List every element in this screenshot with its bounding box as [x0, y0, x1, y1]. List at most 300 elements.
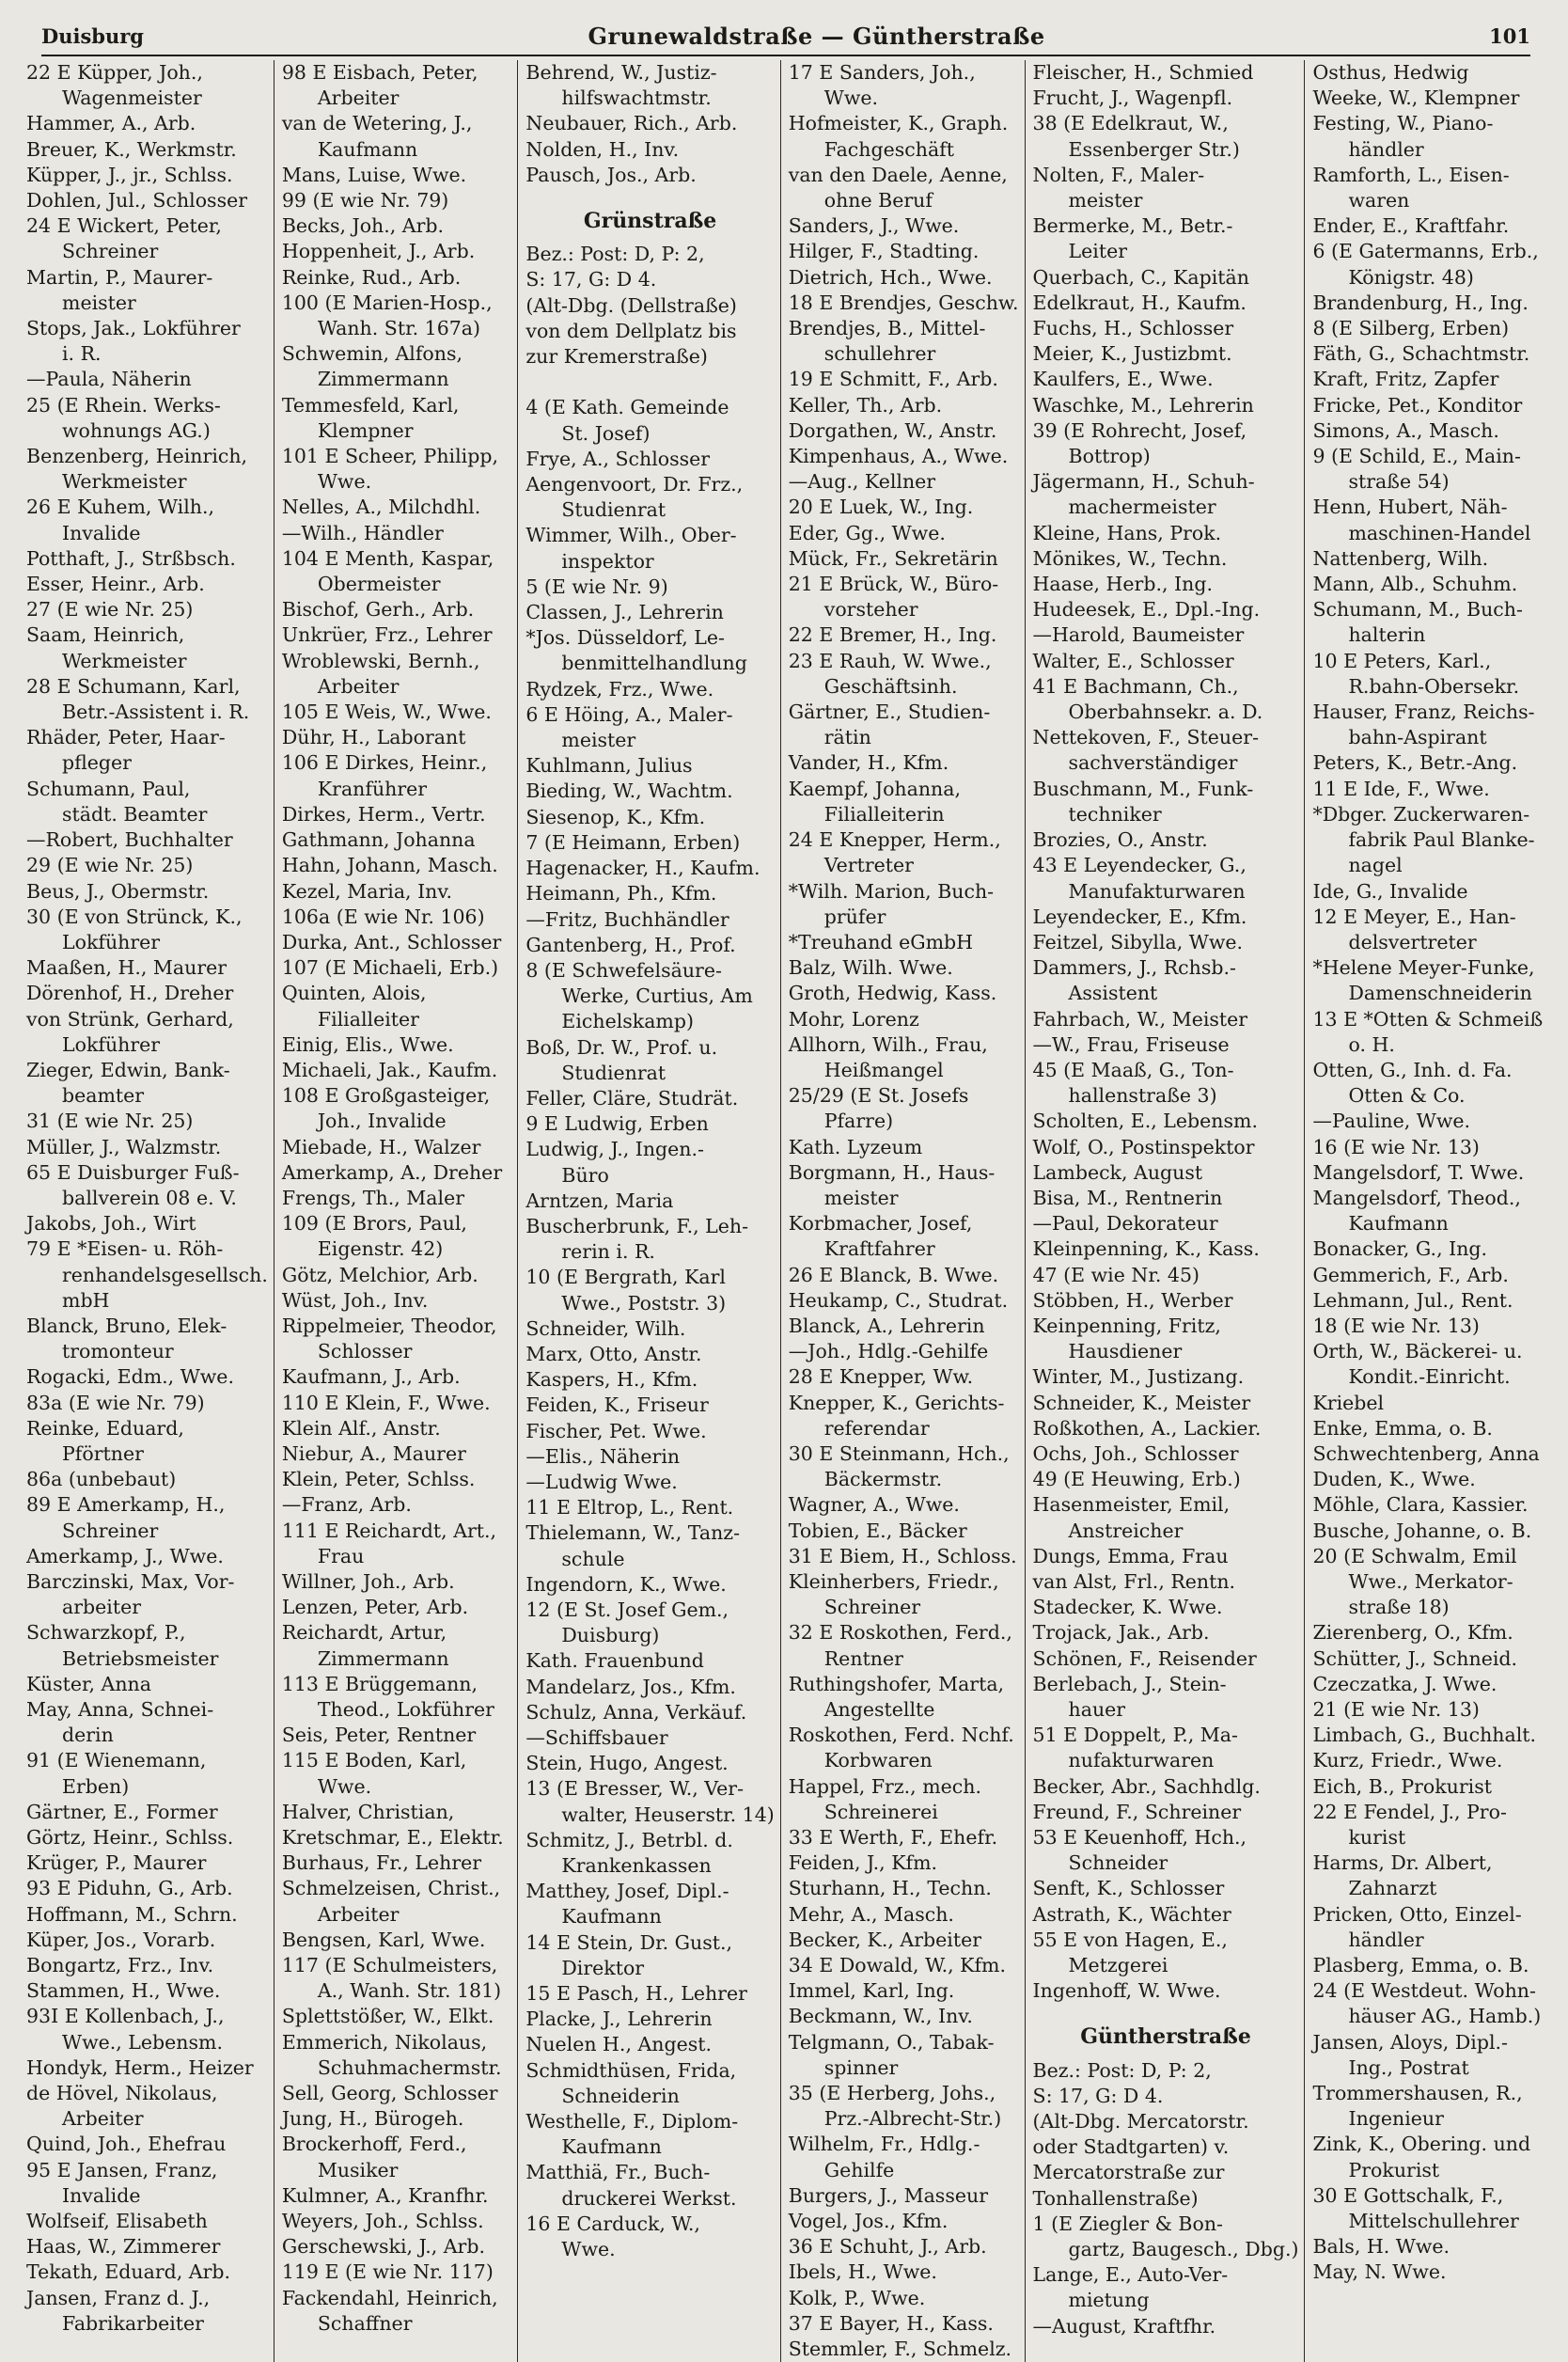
- directory-line: 8 (E Schwefelsäure-: [525, 958, 722, 982]
- directory-line: Arbeiter: [62, 2107, 144, 2131]
- directory-line: Feller, Cläre, Studrät.: [525, 1086, 739, 1110]
- directory-line: Filialleiter: [317, 1007, 419, 1031]
- directory-line: 6 (E Gatermanns, Erb.,: [1312, 240, 1539, 263]
- directory-line: Temmesfeld, Karl,: [281, 393, 460, 417]
- directory-line: Schumann, Paul,: [26, 777, 191, 800]
- directory-line: Nuelen H., Angest.: [525, 2033, 713, 2056]
- directory-line: Kaspers, H., Kfm.: [525, 1368, 698, 1392]
- directory-line: Miebade, H., Walzer: [281, 1135, 481, 1158]
- directory-line: Arbeiter: [317, 1902, 400, 1926]
- directory-line: 28 E Schumann, Karl,: [26, 674, 241, 698]
- directory-line: Wwe., Merkator-: [1348, 1569, 1513, 1593]
- directory-line: Wwe.: [823, 87, 879, 110]
- directory-line: Schneider: [1068, 1851, 1168, 1875]
- directory-line: *Jos. Düsseldorf, Le-: [525, 626, 725, 650]
- directory-line: 89 E Amerkamp, H.,: [26, 1493, 226, 1517]
- directory-line: schule: [561, 1547, 625, 1570]
- directory-line: Wimmer, Wilh., Ober-: [525, 524, 737, 547]
- directory-line: Ide, G., Invalide: [1312, 879, 1468, 903]
- directory-line: Werkmeister: [62, 470, 187, 494]
- directory-line: Eder, Gg., Wwe.: [788, 521, 946, 544]
- directory-line: Korbwaren: [823, 1749, 933, 1772]
- directory-line: Hauser, Franz, Reichs-: [1312, 701, 1535, 724]
- directory-line: Heißmangel: [823, 1058, 944, 1081]
- directory-line: 19 E Schmitt, F., Arb.: [788, 368, 998, 391]
- directory-line: Otten & Co.: [1348, 1084, 1466, 1108]
- directory-line: Schlosser: [317, 1340, 413, 1363]
- directory-line: Leyendecker, E., Kfm.: [1032, 905, 1247, 928]
- directory-line: druckerei Werkst.: [561, 2186, 737, 2210]
- directory-line: Ibels, H., Wwe.: [788, 2260, 937, 2284]
- directory-line: 16 (E wie Nr. 13): [1312, 1135, 1480, 1158]
- directory-line: Waschke, M., Lehrerin: [1032, 393, 1254, 417]
- directory-line: Siesenop, K., Kfm.: [525, 805, 706, 828]
- directory-line: 6 E Höing, A., Maler-: [525, 702, 733, 726]
- directory-line: Balz, Wilh. Wwe.: [788, 956, 953, 980]
- directory-line: Fackendahl, Heinrich,: [281, 2286, 498, 2309]
- directory-line: 30 E Gottschalk, F.,: [1312, 2183, 1504, 2207]
- directory-line: 83a (E wie Nr. 79): [26, 1391, 205, 1414]
- directory-line: Schumann, M., Buch-: [1312, 598, 1523, 622]
- directory-line: 108 E Großgasteiger,: [281, 1084, 491, 1108]
- directory-line: 45 (E Maaß, G., Ton-: [1032, 1058, 1234, 1081]
- directory-line: 12 (E St. Josef Gem.,: [525, 1598, 729, 1621]
- directory-line: Keller, Th., Arb.: [788, 393, 943, 417]
- directory-line: 36 E Schuht, J., Arb.: [788, 2235, 987, 2259]
- directory-line: prüfer: [823, 905, 886, 928]
- directory-line: Gärtner, E., Studien-: [788, 701, 991, 724]
- directory-line: Wroblewski, Bernh.,: [281, 649, 480, 672]
- directory-line: Dirkes, Herm., Vertr.: [281, 802, 486, 826]
- directory-line: 43 E Leyendecker, G.,: [1032, 854, 1247, 877]
- directory-line: 93 E Piduhn, G., Arb.: [26, 1877, 233, 1900]
- directory-line: Zieger, Edwin, Bank-: [26, 1058, 230, 1081]
- directory-line: 13 (E Bresser, W., Ver-: [525, 1777, 745, 1801]
- directory-line: Reichardt, Artur,: [281, 1621, 447, 1645]
- directory-line: *Dbger. Zuckerwaren-: [1312, 802, 1530, 826]
- directory-line: Hudeesek, E., Dpl.-Ing.: [1032, 598, 1261, 622]
- directory-line: —Robert, Buchhalter: [26, 828, 233, 852]
- directory-line: nagel: [1348, 854, 1403, 877]
- directory-line: Hausdiener: [1068, 1340, 1183, 1363]
- directory-line: 35 (E Herberg, Johs.,: [788, 2082, 996, 2105]
- directory-line: Lange, E., Auto-Ver-: [1032, 2263, 1229, 2287]
- directory-line: Tobien, E., Bäcker: [788, 1519, 967, 1542]
- directory-line: Invalide: [62, 2183, 141, 2207]
- directory-line: Frau: [317, 1544, 365, 1567]
- directory-line: Fabrikarbeiter: [62, 2311, 204, 2335]
- directory-line: 30 E Steinmann, Hch.,: [788, 1441, 1010, 1465]
- directory-line: 30 (E von Strünck, K.,: [26, 905, 243, 928]
- directory-line: 49 (E Heuwing, Erb.): [1032, 1468, 1241, 1491]
- directory-line: Geschäftsinh.: [823, 674, 958, 698]
- directory-line: Oberbahnsekr. a. D.: [1068, 701, 1263, 724]
- directory-line: 22 E Fendel, J., Pro-: [1312, 1800, 1507, 1823]
- directory-line: renhandelsgesellsch.: [62, 1263, 268, 1286]
- directory-line: 24 (E Westdeut. Wohn-: [1312, 1979, 1536, 2003]
- directory-line: 33 E Werth, F., Ehefr.: [788, 1826, 998, 1850]
- directory-line: vorsteher: [823, 598, 918, 622]
- directory-line: 106a (E wie Nr. 106): [281, 905, 485, 928]
- directory-line: Ochs, Joh., Schlosser: [1032, 1441, 1239, 1465]
- directory-line: Benzenberg, Heinrich,: [26, 445, 248, 468]
- directory-line: Groth, Hedwig, Kass.: [788, 982, 997, 1005]
- directory-line: Direktor: [561, 1956, 645, 1979]
- directory-line: Buscherbrunk, F., Leh-: [525, 1214, 749, 1237]
- directory-line: S: 17, G: D 4.: [1032, 2084, 1164, 2107]
- directory-line: Hagenacker, H., Kaufm.: [525, 857, 760, 880]
- directory-line: 28 E Knepper, Ww.: [788, 1365, 974, 1389]
- directory-line: Esser, Heinr., Arb.: [26, 573, 205, 596]
- directory-line: Querbach, C., Kapitän: [1032, 265, 1249, 289]
- directory-line: ballverein 08 e. V.: [62, 1186, 237, 1209]
- directory-line: 11 E Ide, F., Wwe.: [1312, 777, 1490, 800]
- directory-line: 18 E Brendjes, Geschw.: [788, 291, 1019, 314]
- directory-line: 15 E Pasch, H., Lehrer: [525, 1982, 747, 2006]
- directory-line: Neubauer, Rich., Arb.: [525, 112, 738, 135]
- directory-line: Schreiner: [823, 1596, 921, 1619]
- directory-line: rätin: [823, 726, 871, 749]
- directory-line: Rydzek, Frz., Wwe.: [525, 677, 714, 701]
- directory-line: Lambeck, August: [1032, 1160, 1203, 1184]
- directory-line: Brandenburg, H., Ing.: [1312, 291, 1529, 314]
- directory-line: Schreiner: [62, 240, 159, 263]
- directory-line: Kaempf, Johanna,: [788, 777, 961, 800]
- directory-line: Eich, B., Prokurist: [1312, 1774, 1492, 1798]
- directory-line: Hahn, Johann, Masch.: [281, 854, 498, 877]
- directory-line: 11 E Eltrop, L., Rent.: [525, 1496, 734, 1520]
- directory-line: Beckmann, W., Inv.: [788, 2005, 973, 2028]
- directory-line: Blanck, Bruno, Elek-: [26, 1314, 227, 1337]
- directory-line: Arbeiter: [317, 674, 400, 698]
- directory-line: beamter: [62, 1084, 145, 1108]
- directory-line: Nattenberg, Wilh.: [1312, 546, 1489, 570]
- directory-line: Betr.-Assistent i. R.: [62, 701, 250, 724]
- directory-line: 99 (E wie Nr. 79): [281, 189, 449, 213]
- directory-line: Feitzel, Sibylla, Wwe.: [1032, 930, 1244, 953]
- directory-line: Kondit.-Einricht.: [1348, 1365, 1511, 1389]
- directory-line: Schneider, K., Meister: [1032, 1391, 1251, 1414]
- directory-line: Kraftfahrer: [823, 1237, 935, 1261]
- directory-line: Ingendorn, K., Wwe.: [525, 1572, 727, 1596]
- directory-line: Brozies, O., Anstr.: [1032, 828, 1208, 852]
- directory-line: mbH: [62, 1288, 110, 1312]
- directory-line: —Fritz, Buchhändler: [525, 907, 729, 931]
- directory-line: Prz.-Albrecht-Str.): [823, 2107, 1002, 2131]
- directory-line: Fischer, Pet. Wwe.: [525, 1419, 707, 1442]
- directory-line: Boß, Dr. W., Prof. u.: [525, 1035, 718, 1059]
- directory-line: Otten, G., Inh. d. Fa.: [1312, 1058, 1513, 1081]
- directory-line: Rippelmeier, Theodor,: [281, 1314, 497, 1337]
- directory-line: Fuchs, H., Schlosser: [1032, 317, 1234, 340]
- directory-line: Mandelarz, Jos., Kfm.: [525, 1675, 736, 1698]
- directory-line: Saam, Heinrich,: [26, 623, 185, 647]
- directory-line: Musiker: [317, 2158, 399, 2181]
- directory-line: Studienrat: [561, 1061, 666, 1084]
- directory-line: Maaßen, H., Maurer: [26, 956, 227, 980]
- directory-line: Tekath, Eduard, Arb.: [26, 2260, 231, 2284]
- directory-line: 113 E Brüggemann,: [281, 1672, 478, 1695]
- directory-line: von dem Dellplatz bis: [525, 319, 737, 342]
- directory-line: Kimpenhaus, A., Wwe.: [788, 445, 1009, 468]
- directory-line: Seis, Peter, Rentner: [281, 1724, 477, 1747]
- directory-line: 20 (E Schwalm, Emil: [1312, 1544, 1517, 1567]
- directory-line: Burgers, J., Masseur: [788, 2183, 988, 2207]
- directory-line: —Elis., Näherin: [525, 1444, 681, 1468]
- directory-line: Mann, Alb., Schuhm.: [1312, 573, 1518, 596]
- directory-line: 110 E Klein, F., Wwe.: [281, 1391, 491, 1414]
- directory-line: Meier, K., Justizbmt.: [1032, 342, 1232, 366]
- directory-line: Jansen, Franz d. J.,: [26, 2286, 211, 2309]
- directory-line: Schütter, J., Schneid.: [1312, 1646, 1518, 1670]
- directory-line: Amerkamp, A., Dreher: [281, 1160, 503, 1184]
- directory-columns: [19, 60, 1549, 2361]
- directory-line: —Pauline, Wwe.: [1312, 1110, 1471, 1133]
- directory-line: 23 E Rauh, W. Wwe.,: [788, 649, 992, 672]
- directory-line: Stöbben, H., Werber: [1032, 1288, 1233, 1312]
- directory-line: 1 (E Ziegler & Bon-: [1032, 2212, 1223, 2235]
- directory-line: Ruthingshofer, Marta,: [788, 1672, 1005, 1695]
- directory-line: Tonhallenstraße): [1032, 2186, 1199, 2210]
- directory-line: 13 E *Otten & Schmeiß: [1312, 1007, 1544, 1031]
- directory-line: Möhle, Clara, Kassier.: [1312, 1493, 1529, 1517]
- directory-line: maschinen-Handel: [1348, 521, 1531, 544]
- directory-line: Schaffner: [317, 2311, 413, 2335]
- directory-line: sachverständiger: [1068, 751, 1238, 775]
- directory-line: Krankenkassen: [561, 1854, 712, 1878]
- directory-line: Mangelsdorf, Theod.,: [1312, 1186, 1521, 1209]
- directory-line: oder Stadtgarten) v.: [1032, 2135, 1230, 2159]
- directory-line: Hilger, F., Stadting.: [788, 240, 980, 263]
- directory-line: Dietrich, Hch., Wwe.: [788, 265, 993, 289]
- directory-line: St. Josef): [561, 421, 651, 445]
- directory-line: Enke, Emma, o. B.: [1312, 1416, 1493, 1440]
- directory-line: Haas, W., Zimmerer: [26, 2235, 221, 2259]
- directory-line: Berlebach, J., Stein-: [1032, 1672, 1227, 1695]
- directory-line: Fahrbach, W., Meister: [1032, 1007, 1248, 1031]
- directory-line: Küper, Jos., Vorarb.: [26, 1928, 216, 1951]
- directory-line: 9 (E Schild, E., Main-: [1312, 445, 1521, 468]
- directory-line: von Strünk, Gerhard,: [26, 1007, 234, 1031]
- directory-line: Lokführer: [62, 930, 161, 953]
- directory-line: 22 E Küpper, Joh.,: [26, 61, 203, 84]
- directory-line: Kaufmann: [561, 2135, 662, 2159]
- directory-line: Pricken, Otto, Einzel-: [1312, 1902, 1522, 1926]
- directory-line: Bischof, Gerh., Arb.: [281, 598, 475, 622]
- directory-line: Wolfseif, Elisabeth: [26, 2210, 208, 2233]
- directory-line: Eigenstr. 42): [317, 1237, 444, 1261]
- directory-line: Götz, Melchior, Arb.: [281, 1263, 478, 1286]
- directory-line: händler: [1348, 137, 1424, 161]
- directory-line: Czeczatka, J. Wwe.: [1312, 1672, 1497, 1695]
- directory-line: Fäth, G., Schachtmstr.: [1312, 342, 1530, 366]
- directory-line: Edelkraut, H., Kaufm.: [1032, 291, 1247, 314]
- directory-line: Joh., Invalide: [317, 1110, 447, 1133]
- directory-line: Obermeister: [317, 573, 441, 596]
- directory-line: Ender, E., Kraftfahr.: [1312, 214, 1510, 238]
- directory-line: Wwe.: [317, 470, 372, 494]
- directory-line: *Helene Meyer-Funke,: [1312, 956, 1535, 980]
- directory-line: Jung, H., Bürogeh.: [281, 2107, 464, 2131]
- directory-line: Schmidthüsen, Frida,: [525, 2058, 737, 2082]
- directory-line: 26 E Blanck, B. Wwe.: [788, 1263, 999, 1286]
- directory-line: Walter, E., Schlosser: [1032, 649, 1234, 672]
- directory-line: 117 (E Schulmeisters,: [281, 1954, 498, 1977]
- directory-line: Dammers, J., Rchsb.-: [1032, 956, 1236, 980]
- directory-line: Nolden, H., Inv.: [525, 137, 680, 161]
- column-2: [274, 60, 519, 2362]
- directory-line: Einig, Elis., Wwe.: [281, 1032, 454, 1056]
- directory-line: Aengenvoort, Dr. Frz.,: [525, 473, 744, 496]
- directory-line: 111 E Reichardt, Art.,: [281, 1519, 497, 1542]
- directory-line: *Wilh. Marion, Buch-: [788, 879, 995, 903]
- directory-line: *Treuhand eGmbH: [788, 930, 974, 953]
- directory-line: Kaufmann: [317, 137, 418, 161]
- directory-line: —Franz, Arb.: [281, 1493, 412, 1517]
- directory-line: 100 (E Marien-Hosp.,: [281, 291, 493, 314]
- directory-line: Leiter: [1068, 240, 1128, 263]
- directory-line: Simons, A., Masch.: [1312, 418, 1499, 442]
- directory-line: Frengs, Th., Maler: [281, 1186, 465, 1209]
- directory-line: arbeiter: [62, 1596, 142, 1619]
- directory-line: straße 18): [1348, 1596, 1450, 1619]
- directory-line: Kaufmann: [1348, 1212, 1449, 1236]
- directory-line: Metzgerei: [1068, 1954, 1168, 1977]
- directory-line: Rogacki, Edm., Wwe.: [26, 1365, 234, 1389]
- directory-line: Bieding, W., Wachtm.: [525, 779, 733, 803]
- directory-line: zur Kremerstraße): [525, 345, 708, 369]
- directory-line: Weeke, W., Klempner: [1312, 87, 1520, 110]
- directory-line: Wagner, A., Wwe.: [788, 1493, 960, 1517]
- directory-line: Angestellte: [823, 1698, 935, 1721]
- directory-line: Blanck, A., Lehrerin: [788, 1314, 985, 1337]
- directory-line: Frucht, J., Wagenpfl.: [1032, 87, 1233, 110]
- directory-line: Wüst, Joh., Inv.: [281, 1288, 429, 1312]
- directory-line: S: 17, G: D 4.: [525, 268, 657, 291]
- directory-line: machermeister: [1068, 496, 1216, 519]
- directory-line: Rentner: [823, 1646, 903, 1670]
- directory-line: 10 E Peters, Karl.,: [1312, 649, 1492, 672]
- directory-line: häuser AG., Hamb.): [1348, 2005, 1542, 2028]
- directory-line: Wwe., Lebensm.: [62, 2030, 223, 2054]
- directory-line: Kraft, Fritz, Zapfer: [1312, 368, 1499, 391]
- directory-line: Betriebsmeister: [62, 1646, 219, 1670]
- directory-line: van den Daele, Aenne,: [788, 163, 1008, 186]
- directory-line: Immel, Karl, Ing.: [788, 1979, 955, 2003]
- directory-line: 104 E Menth, Kaspar,: [281, 546, 494, 570]
- directory-line: Zahnarzt: [1348, 1877, 1437, 1900]
- directory-line: Dohlen, Jul., Schlosser: [26, 189, 248, 213]
- directory-line: Wanh. Str. 167a): [317, 317, 481, 340]
- directory-line: 93I E Kollenbach, J.,: [26, 2005, 225, 2028]
- directory-line: A., Wanh. Str. 181): [317, 1979, 502, 2003]
- directory-line: Fleischer, H., Schmied: [1032, 61, 1254, 84]
- directory-line: Borgmann, H., Haus-: [788, 1160, 996, 1184]
- directory-line: Filialleiterin: [823, 802, 945, 826]
- directory-line: Müller, J., Walzmstr.: [26, 1135, 222, 1158]
- directory-line: Hoffmann, M., Schrn.: [26, 1902, 238, 1926]
- directory-line: Sturhann, H., Techn.: [788, 1877, 992, 1900]
- directory-line: 107 (E Michaeli, Erb.): [281, 956, 499, 980]
- directory-line: Astrath, K., Wächter: [1032, 1902, 1231, 1926]
- directory-line: Mittelschullehrer: [1348, 2210, 1519, 2233]
- directory-line: Kretschmar, E., Elektr.: [281, 1826, 504, 1850]
- page-header: [41, 17, 1530, 56]
- directory-line: 21 E Brück, W., Büro-: [788, 573, 999, 596]
- directory-line: Bisa, M., Rentnerin: [1032, 1186, 1223, 1209]
- directory-line: Unkrüer, Frz., Lehrer: [281, 623, 493, 647]
- directory-line: Arntzen, Maria: [525, 1189, 674, 1212]
- directory-line: Vander, H., Kfm.: [788, 751, 949, 775]
- directory-line: Westhelle, F., Diplom-: [525, 2110, 739, 2134]
- directory-line: inspektor: [561, 549, 654, 573]
- directory-line: Eichelskamp): [561, 1010, 694, 1033]
- directory-line: Gantenberg, H., Prof.: [525, 933, 736, 956]
- directory-line: 21 (E wie Nr. 13): [1312, 1698, 1480, 1721]
- directory-line: Kath. Frauenbund: [525, 1649, 704, 1673]
- directory-line: Jansen, Aloys, Dipl.-: [1312, 2030, 1508, 2054]
- directory-line: 26 E Kuhem, Wilh.,: [26, 496, 215, 519]
- directory-line: Werkmeister: [62, 649, 187, 672]
- directory-line: 41 E Bachmann, Ch.,: [1032, 674, 1239, 698]
- directory-line: 38 (E Edelkraut, W.,: [1032, 112, 1229, 135]
- directory-line: Weyers, Joh., Schlss.: [281, 2210, 484, 2233]
- directory-line: Brockerhoff, Ferd.,: [281, 2133, 467, 2156]
- directory-line: —Joh., Hdlg.-Gehilfe: [788, 1340, 989, 1363]
- column-6: [1305, 60, 1549, 2362]
- directory-line: hauer: [1068, 1698, 1126, 1721]
- directory-line: Werke, Curtius, Am: [561, 984, 753, 1008]
- directory-line: Stadecker, K. Wwe.: [1032, 1596, 1223, 1619]
- directory-line: Reinke, Eduard,: [26, 1416, 184, 1440]
- directory-line: Hasenmeister, Emil,: [1032, 1493, 1231, 1517]
- directory-line: 53 E Keuenhoff, Hch.,: [1032, 1826, 1247, 1850]
- directory-line: Rhäder, Peter, Haar-: [26, 726, 226, 749]
- directory-line: 12 E Meyer, E., Han-: [1312, 905, 1516, 928]
- directory-line: Schmitz, J., Betrbl. d.: [525, 1828, 733, 1851]
- directory-line: techniker: [1068, 802, 1162, 826]
- directory-line: Henn, Hubert, Näh-: [1312, 496, 1508, 519]
- directory-line: o. H.: [1348, 1032, 1395, 1056]
- directory-line: Kath. Lyzeum: [788, 1135, 923, 1158]
- directory-line: —Schiffsbauer: [525, 1726, 668, 1749]
- directory-line: walter, Heuserstr. 14): [561, 1803, 775, 1826]
- directory-line: Matthey, Josef, Dipl.-: [525, 1880, 729, 1903]
- directory-line: Fachgeschäft: [823, 137, 954, 161]
- directory-line: ohne Beruf: [823, 189, 933, 213]
- directory-line: 8 (E Silberg, Erben): [1312, 317, 1510, 340]
- directory-line: 31 (E wie Nr. 25): [26, 1110, 194, 1133]
- directory-line: Quind, Joh., Ehefrau: [26, 2133, 227, 2156]
- directory-line: meister: [1068, 189, 1143, 213]
- directory-line: (Alt-Dbg. (Dellstraße): [525, 293, 737, 317]
- directory-line: Manufakturwaren: [1068, 879, 1246, 903]
- directory-line: Zierenberg, O., Kfm.: [1312, 1621, 1513, 1645]
- directory-line: Ramforth, L., Eisen-: [1312, 163, 1510, 186]
- directory-line: gartz, Baugesch., Dbg.): [1068, 2238, 1299, 2261]
- directory-line: Senft, K., Schlosser: [1032, 1877, 1225, 1900]
- directory-line: Mehr, A., Masch.: [788, 1902, 954, 1926]
- directory-line: Feiden, K., Friseur: [525, 1394, 709, 1417]
- directory-line: Studienrat: [561, 498, 666, 522]
- directory-line: [525, 370, 774, 395]
- directory-line: Peters, K., Betr.-Ang.: [1312, 751, 1518, 775]
- directory-line: Bez.: Post: D, P: 2,: [525, 243, 705, 266]
- directory-line: Invalide: [62, 521, 141, 544]
- directory-line: Becker, K., Arbeiter: [788, 1928, 982, 1951]
- directory-line: Nelles, A., Milchdhl.: [281, 496, 481, 519]
- directory-line: 20 E Luek, W., Ing.: [788, 496, 974, 519]
